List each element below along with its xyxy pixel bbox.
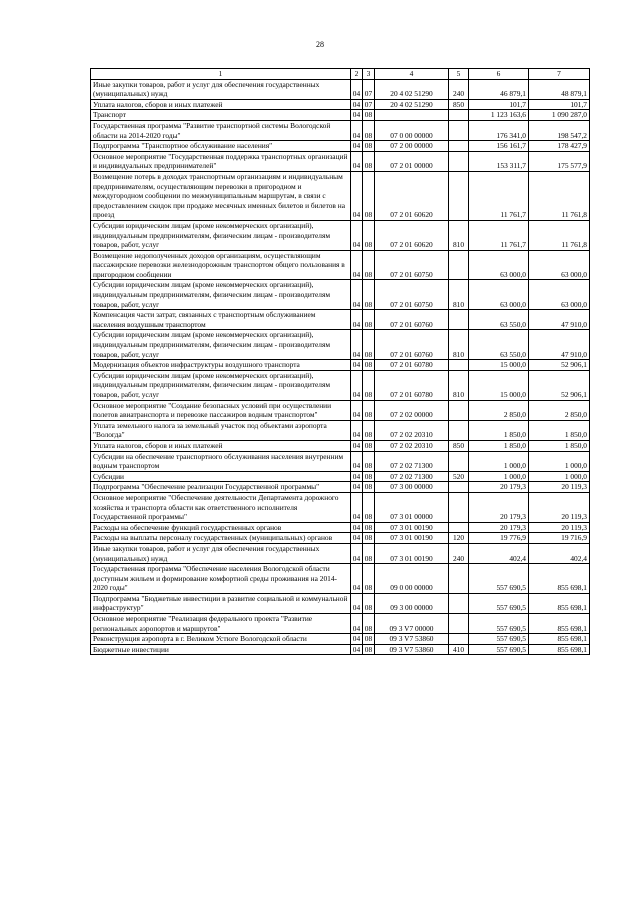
amount-2021-cell: 20 119,3 bbox=[529, 482, 590, 493]
section-code-cell: 04 bbox=[351, 440, 363, 451]
target-article-cell: 07 2 00 00000 bbox=[375, 141, 449, 152]
row-name-cell: Расходы на обеспечение функций государственных органов bbox=[91, 522, 351, 533]
subsection-code-cell: 08 bbox=[363, 614, 375, 634]
amount-2021-cell: 178 427,9 bbox=[529, 141, 590, 152]
target-article-cell: 09 3 00 00000 bbox=[375, 593, 449, 613]
target-article-cell: 09 0 00 00000 bbox=[375, 564, 449, 594]
amount-2020-cell: 156 161,7 bbox=[469, 141, 529, 152]
amount-2021-cell: 20 119,3 bbox=[529, 492, 590, 522]
table-row bbox=[91, 440, 590, 451]
row-name-cell: Основное мероприятие "Обеспечение деятельности Департамента дорожного хозяйства и транспорта области как ответственного исполнителя Государственной программы" bbox=[91, 492, 351, 522]
table-row bbox=[91, 451, 590, 471]
amount-2020-cell: 19 776,9 bbox=[469, 533, 529, 544]
amount-2020-cell: 46 879,1 bbox=[469, 79, 529, 99]
expense-type-cell bbox=[449, 634, 469, 645]
target-article-cell: 07 2 01 60780 bbox=[375, 360, 449, 371]
table-row bbox=[91, 99, 590, 110]
table-row bbox=[91, 120, 590, 140]
subsection-code-cell: 08 bbox=[363, 370, 375, 400]
amount-2020-cell: 63 550,0 bbox=[469, 310, 529, 330]
amount-2021-cell: 855 698,1 bbox=[529, 564, 590, 594]
header-cell: 7 bbox=[529, 69, 590, 80]
row-name-cell: Субсидии на обеспечение транспортного обслуживания населения внутренним водным транспортом bbox=[91, 451, 351, 471]
amount-2021-cell: 19 716,9 bbox=[529, 533, 590, 544]
table-row bbox=[91, 110, 590, 121]
amount-2020-cell: 1 850,0 bbox=[469, 420, 529, 440]
subsection-code-cell: 07 bbox=[363, 99, 375, 110]
amount-2020-cell: 15 000,0 bbox=[469, 370, 529, 400]
expense-type-cell bbox=[449, 451, 469, 471]
amount-2020-cell: 2 850,0 bbox=[469, 400, 529, 420]
section-code-cell: 04 bbox=[351, 151, 363, 171]
header-cell: 4 bbox=[375, 69, 449, 80]
target-article-cell: 07 2 01 60620 bbox=[375, 220, 449, 250]
subsection-code-cell: 08 bbox=[363, 440, 375, 451]
amount-2021-cell: 855 698,1 bbox=[529, 614, 590, 634]
amount-2021-cell: 20 119,3 bbox=[529, 522, 590, 533]
row-name-cell: Подпрограмма "Бюджетные инвестиции в развитие социальной и коммунальной инфраструктур" bbox=[91, 593, 351, 613]
row-name-cell: Основное мероприятие "Реализация федерального проекта "Развитие региональных аэропортов и маршрутов" bbox=[91, 614, 351, 634]
table-row bbox=[91, 310, 590, 330]
target-article-cell: 07 3 00 00000 bbox=[375, 482, 449, 493]
table-row bbox=[91, 330, 590, 360]
subsection-code-cell: 08 bbox=[363, 171, 375, 220]
target-article-cell: 07 2 02 20310 bbox=[375, 420, 449, 440]
amount-2021-cell: 52 906,1 bbox=[529, 360, 590, 371]
section-code-cell: 04 bbox=[351, 614, 363, 634]
expense-type-cell bbox=[449, 492, 469, 522]
header-cell: 6 bbox=[469, 69, 529, 80]
amount-2020-cell: 11 761,7 bbox=[469, 220, 529, 250]
target-article-cell: 07 3 01 00000 bbox=[375, 492, 449, 522]
expense-type-cell bbox=[449, 522, 469, 533]
amount-2020-cell: 153 311,7 bbox=[469, 151, 529, 171]
amount-2020-cell: 402,4 bbox=[469, 543, 529, 563]
row-name-cell: Транспорт bbox=[91, 110, 351, 121]
subsection-code-cell: 08 bbox=[363, 280, 375, 310]
target-article-cell: 07 2 02 00000 bbox=[375, 400, 449, 420]
expense-type-cell: 810 bbox=[449, 370, 469, 400]
expense-type-cell bbox=[449, 593, 469, 613]
table-row bbox=[91, 220, 590, 250]
expense-type-cell: 520 bbox=[449, 471, 469, 482]
amount-2021-cell: 1 850,0 bbox=[529, 440, 590, 451]
expense-type-cell: 810 bbox=[449, 220, 469, 250]
expense-type-cell bbox=[449, 360, 469, 371]
row-name-cell: Возмещение недополученных доходов организациям, осуществляющим пассажирские перевозки железнодорожным транспортом общего пользования в пригородном сообщении bbox=[91, 250, 351, 280]
table-row bbox=[91, 593, 590, 613]
expense-type-cell: 240 bbox=[449, 543, 469, 563]
table-row bbox=[91, 141, 590, 152]
row-name-cell: Расходы на выплаты персоналу государственных (муниципальных) органов bbox=[91, 533, 351, 544]
subsection-code-cell: 08 bbox=[363, 220, 375, 250]
row-name-cell: Субсидии юридическим лицам (кроме некоммерческих организаций), индивидуальным предпринимателям, физическим лицам - производителям товаров, работ, услуг bbox=[91, 330, 351, 360]
subsection-code-cell: 08 bbox=[363, 492, 375, 522]
row-name-cell: Подпрограмма "Обеспечение реализации Государственной программы" bbox=[91, 482, 351, 493]
section-code-cell: 04 bbox=[351, 310, 363, 330]
subsection-code-cell: 08 bbox=[363, 644, 375, 655]
table-row bbox=[91, 471, 590, 482]
table-row bbox=[91, 280, 590, 310]
subsection-code-cell: 08 bbox=[363, 533, 375, 544]
section-code-cell: 04 bbox=[351, 79, 363, 99]
expense-type-cell: 120 bbox=[449, 533, 469, 544]
section-code-cell: 04 bbox=[351, 141, 363, 152]
target-article-cell: 07 2 01 60620 bbox=[375, 171, 449, 220]
amount-2020-cell: 11 761,7 bbox=[469, 171, 529, 220]
table-row bbox=[91, 420, 590, 440]
expense-type-cell: 850 bbox=[449, 99, 469, 110]
amount-2021-cell: 63 000,0 bbox=[529, 280, 590, 310]
section-code-cell: 04 bbox=[351, 644, 363, 655]
amount-2021-cell: 48 879,1 bbox=[529, 79, 590, 99]
subsection-code-cell: 08 bbox=[363, 420, 375, 440]
header-cell: 3 bbox=[363, 69, 375, 80]
target-article-cell bbox=[375, 110, 449, 121]
row-name-cell: Бюджетные инвестиции bbox=[91, 644, 351, 655]
target-article-cell: 07 3 01 00190 bbox=[375, 543, 449, 563]
page-number: 28 bbox=[316, 40, 324, 49]
expense-type-cell: 810 bbox=[449, 280, 469, 310]
target-article-cell: 07 2 01 60760 bbox=[375, 330, 449, 360]
expense-type-cell bbox=[449, 141, 469, 152]
amount-2021-cell: 855 698,1 bbox=[529, 644, 590, 655]
row-name-cell: Субсидии bbox=[91, 471, 351, 482]
row-name-cell: Основное мероприятие "Создание безопасных условий при осуществлении полетов авиатранспорта и перевозке пассажиров водным транспортом" bbox=[91, 400, 351, 420]
row-name-cell: Компенсация части затрат, связанных с транспортным обслуживанием населения воздушным транспортом bbox=[91, 310, 351, 330]
section-code-cell: 04 bbox=[351, 634, 363, 645]
subsection-code-cell: 08 bbox=[363, 482, 375, 493]
subsection-code-cell: 08 bbox=[363, 120, 375, 140]
amount-2020-cell: 1 000,0 bbox=[469, 471, 529, 482]
subsection-code-cell: 08 bbox=[363, 330, 375, 360]
section-code-cell: 04 bbox=[351, 471, 363, 482]
subsection-code-cell: 08 bbox=[363, 564, 375, 594]
expense-type-cell bbox=[449, 310, 469, 330]
amount-2020-cell: 557 690,5 bbox=[469, 644, 529, 655]
table-row bbox=[91, 644, 590, 655]
subsection-code-cell: 08 bbox=[363, 250, 375, 280]
target-article-cell: 07 2 02 20310 bbox=[375, 440, 449, 451]
section-code-cell: 04 bbox=[351, 250, 363, 280]
row-name-cell: Иные закупки товаров, работ и услуг для обеспечения государственных (муниципальных) нужд bbox=[91, 543, 351, 563]
expense-type-cell: 810 bbox=[449, 330, 469, 360]
amount-2020-cell: 1 123 163,6 bbox=[469, 110, 529, 121]
row-name-cell: Субсидии юридическим лицам (кроме некоммерческих организаций), индивидуальным предпринимателям, физическим лицам - производителям товаров, работ, услуг bbox=[91, 280, 351, 310]
subsection-code-cell: 08 bbox=[363, 360, 375, 371]
amount-2020-cell: 557 690,5 bbox=[469, 564, 529, 594]
section-code-cell: 04 bbox=[351, 120, 363, 140]
amount-2021-cell: 402,4 bbox=[529, 543, 590, 563]
table-row bbox=[91, 79, 590, 99]
section-code-cell: 04 bbox=[351, 220, 363, 250]
amount-2020-cell: 63 000,0 bbox=[469, 250, 529, 280]
amount-2020-cell: 1 850,0 bbox=[469, 440, 529, 451]
row-name-cell: Основное мероприятие "Государственная поддержка транспортных организаций и индивидуальных предпринимателей" bbox=[91, 151, 351, 171]
expense-type-cell bbox=[449, 614, 469, 634]
target-article-cell: 07 2 01 60780 bbox=[375, 370, 449, 400]
table-row bbox=[91, 614, 590, 634]
subsection-code-cell: 08 bbox=[363, 634, 375, 645]
subsection-code-cell: 07 bbox=[363, 79, 375, 99]
amount-2020-cell: 15 000,0 bbox=[469, 360, 529, 371]
table-row bbox=[91, 482, 590, 493]
subsection-code-cell: 08 bbox=[363, 471, 375, 482]
target-article-cell: 09 3 V7 53860 bbox=[375, 644, 449, 655]
table-row bbox=[91, 400, 590, 420]
table-row bbox=[91, 564, 590, 594]
subsection-code-cell: 08 bbox=[363, 593, 375, 613]
section-code-cell: 04 bbox=[351, 482, 363, 493]
section-code-cell: 04 bbox=[351, 492, 363, 522]
target-article-cell: 07 2 01 60750 bbox=[375, 250, 449, 280]
target-article-cell: 07 3 01 00190 bbox=[375, 533, 449, 544]
expense-type-cell bbox=[449, 482, 469, 493]
target-article-cell: 07 2 02 71300 bbox=[375, 451, 449, 471]
amount-2021-cell: 855 698,1 bbox=[529, 593, 590, 613]
target-article-cell: 07 0 00 00000 bbox=[375, 120, 449, 140]
subsection-code-cell: 08 bbox=[363, 151, 375, 171]
table-row bbox=[91, 492, 590, 522]
expense-type-cell bbox=[449, 250, 469, 280]
row-name-cell: Уплата налогов, сборов и иных платежей bbox=[91, 99, 351, 110]
amount-2021-cell: 1 090 287,0 bbox=[529, 110, 590, 121]
amount-2020-cell: 20 179,3 bbox=[469, 482, 529, 493]
row-name-cell: Возмещение потерь в доходах транспортным организациям и индивидуальным предпринимателям, осуществляющим перевозки в пригородном и междугородном сообщении по межмуниципальным маршрутам, в связи с предоставлением скидок при продаже месячных именных билетов и билетов на проезд bbox=[91, 171, 351, 220]
amount-2020-cell: 1 000,0 bbox=[469, 451, 529, 471]
budget-table bbox=[90, 68, 590, 655]
subsection-code-cell: 08 bbox=[363, 141, 375, 152]
expense-type-cell bbox=[449, 120, 469, 140]
row-name-cell: Подпрограмма "Транспортное обслуживание населения" bbox=[91, 141, 351, 152]
amount-2021-cell: 198 547,2 bbox=[529, 120, 590, 140]
section-code-cell: 04 bbox=[351, 99, 363, 110]
amount-2021-cell: 855 698,1 bbox=[529, 634, 590, 645]
subsection-code-cell: 08 bbox=[363, 543, 375, 563]
subsection-code-cell: 08 bbox=[363, 110, 375, 121]
amount-2020-cell: 557 690,5 bbox=[469, 614, 529, 634]
amount-2021-cell: 47 910,0 bbox=[529, 330, 590, 360]
subsection-code-cell: 08 bbox=[363, 451, 375, 471]
expense-type-cell bbox=[449, 171, 469, 220]
section-code-cell: 04 bbox=[351, 543, 363, 563]
table-row bbox=[91, 151, 590, 171]
row-name-cell: Уплата налогов, сборов и иных платежей bbox=[91, 440, 351, 451]
amount-2021-cell: 47 910,0 bbox=[529, 310, 590, 330]
table-header-row bbox=[91, 69, 590, 80]
target-article-cell: 07 2 01 60750 bbox=[375, 280, 449, 310]
amount-2021-cell: 175 577,9 bbox=[529, 151, 590, 171]
section-code-cell: 04 bbox=[351, 360, 363, 371]
amount-2020-cell: 63 550,0 bbox=[469, 330, 529, 360]
table-row bbox=[91, 533, 590, 544]
section-code-cell: 04 bbox=[351, 522, 363, 533]
subsection-code-cell: 08 bbox=[363, 310, 375, 330]
amount-2021-cell: 1 000,0 bbox=[529, 451, 590, 471]
amount-2020-cell: 63 000,0 bbox=[469, 280, 529, 310]
amount-2020-cell: 557 690,5 bbox=[469, 634, 529, 645]
amount-2021-cell: 63 000,0 bbox=[529, 250, 590, 280]
section-code-cell: 04 bbox=[351, 564, 363, 594]
amount-2021-cell: 52 906,1 bbox=[529, 370, 590, 400]
table-row bbox=[91, 171, 590, 220]
table-row bbox=[91, 370, 590, 400]
target-article-cell: 09 3 V7 53860 bbox=[375, 634, 449, 645]
subsection-code-cell: 08 bbox=[363, 400, 375, 420]
amount-2021-cell: 11 761,8 bbox=[529, 220, 590, 250]
section-code-cell: 04 bbox=[351, 420, 363, 440]
target-article-cell: 20 4 02 51290 bbox=[375, 79, 449, 99]
table-row bbox=[91, 634, 590, 645]
amount-2020-cell: 20 179,3 bbox=[469, 522, 529, 533]
table-row bbox=[91, 360, 590, 371]
section-code-cell: 04 bbox=[351, 593, 363, 613]
row-name-cell: Уплата земельного налога за земельный участок под объектами аэропорта "Вологда" bbox=[91, 420, 351, 440]
section-code-cell: 04 bbox=[351, 171, 363, 220]
amount-2020-cell: 557 690,5 bbox=[469, 593, 529, 613]
row-name-cell: Реконструкция аэропорта в г. Великом Устюге Вологодской области bbox=[91, 634, 351, 645]
target-article-cell: 07 2 01 60760 bbox=[375, 310, 449, 330]
expense-type-cell bbox=[449, 110, 469, 121]
header-cell: 1 bbox=[91, 69, 351, 80]
target-article-cell: 07 2 01 00000 bbox=[375, 151, 449, 171]
expense-type-cell bbox=[449, 400, 469, 420]
target-article-cell: 07 2 02 71300 bbox=[375, 471, 449, 482]
amount-2021-cell: 1 850,0 bbox=[529, 420, 590, 440]
amount-2020-cell: 101,7 bbox=[469, 99, 529, 110]
expense-type-cell bbox=[449, 420, 469, 440]
expense-type-cell: 410 bbox=[449, 644, 469, 655]
expense-type-cell bbox=[449, 151, 469, 171]
target-article-cell: 07 3 01 00190 bbox=[375, 522, 449, 533]
subsection-code-cell: 08 bbox=[363, 522, 375, 533]
section-code-cell: 04 bbox=[351, 330, 363, 360]
section-code-cell: 04 bbox=[351, 451, 363, 471]
amount-2021-cell: 11 761,8 bbox=[529, 171, 590, 220]
amount-2021-cell: 1 000,0 bbox=[529, 471, 590, 482]
amount-2021-cell: 2 850,0 bbox=[529, 400, 590, 420]
section-code-cell: 04 bbox=[351, 533, 363, 544]
table-row bbox=[91, 522, 590, 533]
header-cell: 5 bbox=[449, 69, 469, 80]
amount-2020-cell: 20 179,3 bbox=[469, 492, 529, 522]
expense-type-cell: 240 bbox=[449, 79, 469, 99]
row-name-cell: Иные закупки товаров, работ и услуг для обеспечения государственных (муниципальных) нужд bbox=[91, 79, 351, 99]
section-code-cell: 04 bbox=[351, 400, 363, 420]
row-name-cell: Государственная программа "Обеспечение населения Вологодской области доступным жильем и формирование комфортной среды проживания на 2014-2020 годы" bbox=[91, 564, 351, 594]
header-cell: 2 bbox=[351, 69, 363, 80]
section-code-cell: 04 bbox=[351, 370, 363, 400]
expense-type-cell bbox=[449, 564, 469, 594]
target-article-cell: 20 4 02 51290 bbox=[375, 99, 449, 110]
row-name-cell: Субсидии юридическим лицам (кроме некоммерческих организаций), индивидуальным предпринимателям, физическим лицам - производителям товаров, работ, услуг bbox=[91, 220, 351, 250]
section-code-cell: 04 bbox=[351, 110, 363, 121]
table-row bbox=[91, 250, 590, 280]
amount-2020-cell: 176 341,0 bbox=[469, 120, 529, 140]
target-article-cell: 09 3 V7 00000 bbox=[375, 614, 449, 634]
amount-2021-cell: 101,7 bbox=[529, 99, 590, 110]
section-code-cell: 04 bbox=[351, 280, 363, 310]
table-row bbox=[91, 543, 590, 563]
row-name-cell: Модернизация объектов инфраструктуры воздушного транспорта bbox=[91, 360, 351, 371]
expense-type-cell: 850 bbox=[449, 440, 469, 451]
row-name-cell: Государственная программа "Развитие транспортной системы Вологодской области на 2014-2020 годы" bbox=[91, 120, 351, 140]
row-name-cell: Субсидии юридическим лицам (кроме некоммерческих организаций), индивидуальным предпринимателям, физическим лицам - производителям товаров, работ, услуг bbox=[91, 370, 351, 400]
